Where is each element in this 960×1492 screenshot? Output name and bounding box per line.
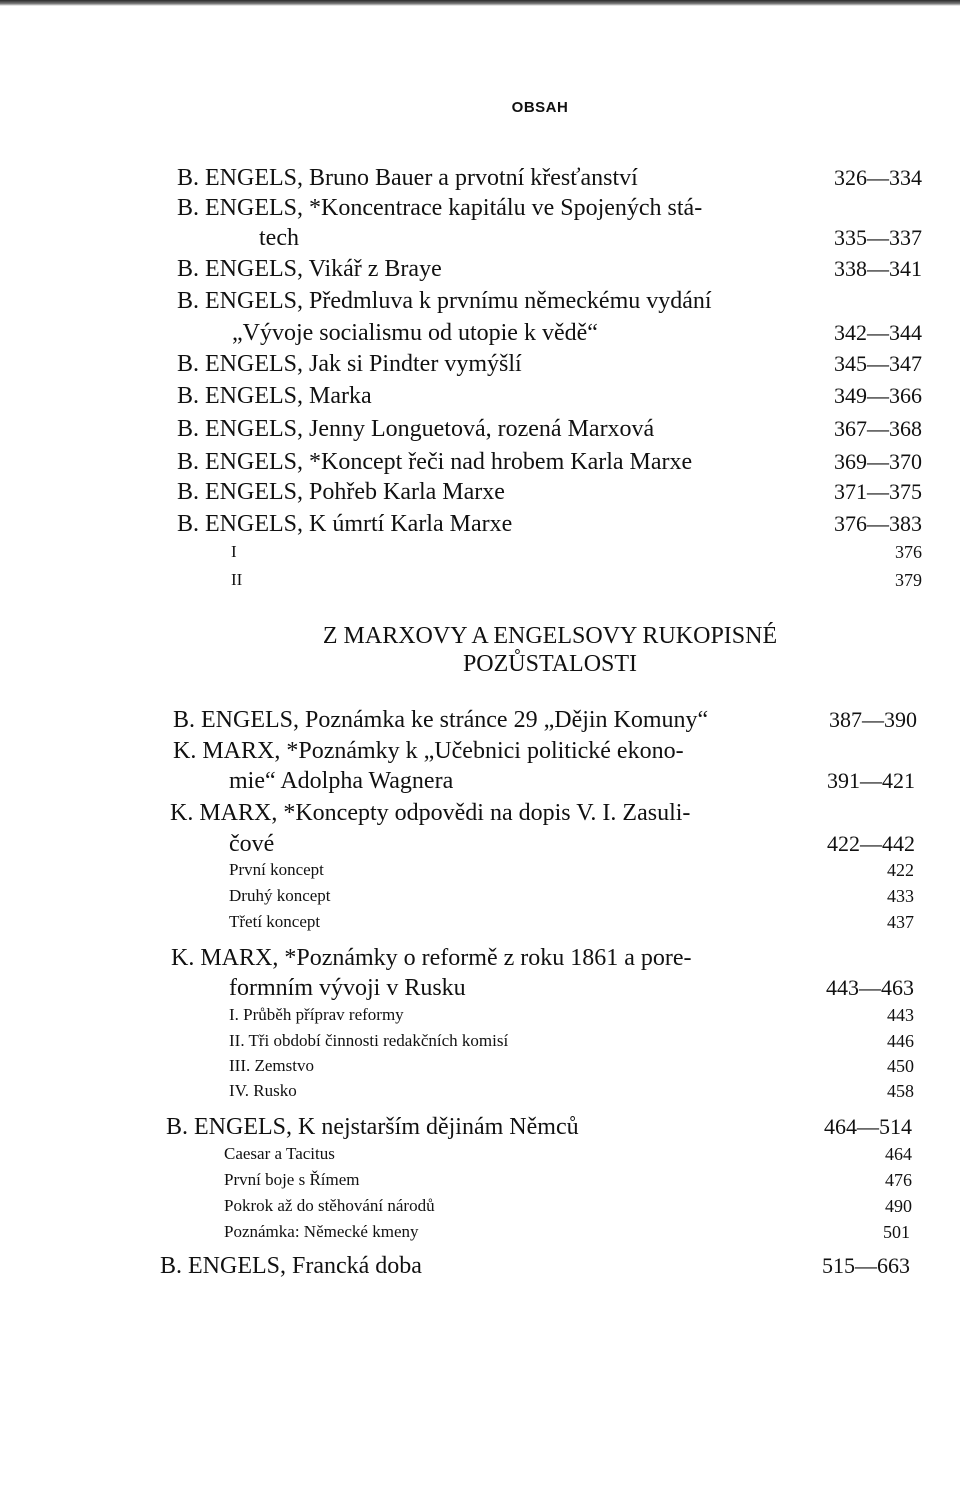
toc-subentry bbox=[0, 1079, 960, 1109]
toc-entry bbox=[0, 477, 960, 507]
toc-entry-title: První boje s Římem bbox=[224, 1170, 360, 1189]
section-heading-line2: POZŮSTALOSTI bbox=[462, 651, 638, 677]
toc-entry bbox=[0, 286, 960, 316]
toc-entry-title: B. ENGELS, Pohřeb Karla Marxe bbox=[177, 479, 505, 505]
toc-entry-pages: 376—383 bbox=[834, 511, 922, 536]
toc-entry-title: Poznámka: Německé kmeny bbox=[224, 1222, 419, 1241]
page-heading: OBSAH bbox=[511, 99, 569, 116]
toc-entry-pages: 345—347 bbox=[834, 351, 922, 376]
toc-entry-pages: 476 bbox=[885, 1170, 912, 1190]
toc-entry-pages: 349—366 bbox=[834, 383, 922, 408]
toc-entry-title: B. ENGELS, K nejstarším dějinám Němců bbox=[166, 1114, 579, 1140]
toc-entry bbox=[0, 193, 960, 223]
toc-entry bbox=[0, 1112, 960, 1142]
toc-entry-pages: 446 bbox=[887, 1031, 914, 1051]
toc-entry-title: B. ENGELS, K úmrtí Karla Marxe bbox=[177, 511, 513, 537]
toc-entry-title: B. ENGELS, Bruno Bauer a prvotní křesťanství bbox=[177, 165, 638, 191]
toc-entry-pages: 464—514 bbox=[824, 1114, 912, 1139]
toc-entry-title: II bbox=[231, 570, 243, 589]
toc-entry-pages: 391—421 bbox=[827, 768, 915, 793]
toc-entry-pages: 458 bbox=[887, 1081, 914, 1101]
toc-entry-pages: 342—344 bbox=[834, 320, 922, 345]
toc-entry-title: B. ENGELS, *Koncentrace kapitálu ve Spojených stá- bbox=[177, 195, 703, 221]
toc-entry-title: formním vývoji v Rusku bbox=[229, 975, 466, 1001]
toc-entry-title: čové bbox=[229, 831, 275, 857]
toc-entry-title: B. ENGELS, Jak si Pindter vymýšlí bbox=[177, 351, 522, 377]
toc-entry bbox=[0, 705, 960, 735]
toc-subentry bbox=[0, 1220, 960, 1250]
toc-entry bbox=[0, 1251, 960, 1281]
toc-entry bbox=[0, 798, 960, 828]
scan-top-edge bbox=[0, 0, 960, 6]
toc-entry bbox=[0, 381, 960, 411]
toc-entry-pages: 338—341 bbox=[834, 256, 922, 281]
toc-entry-pages: 501 bbox=[883, 1222, 910, 1242]
toc-entry bbox=[0, 349, 960, 379]
toc-entry-pages: 437 bbox=[887, 912, 914, 932]
toc-entry-title: IV. Rusko bbox=[229, 1081, 297, 1100]
toc-entry bbox=[0, 414, 960, 444]
toc-entry-title: Druhý koncept bbox=[229, 886, 331, 905]
toc-entry-pages: 367—368 bbox=[834, 416, 922, 441]
toc-entry-title: B. ENGELS, Vikář z Braye bbox=[177, 256, 442, 282]
toc-entry-title: tech bbox=[259, 225, 299, 251]
toc-entry-title: B. ENGELS, Předmluva k prvnímu německému vydání bbox=[177, 288, 712, 314]
toc-entry-pages: 450 bbox=[887, 1056, 914, 1076]
toc-entry-pages: 326—334 bbox=[834, 165, 922, 190]
toc-entry bbox=[0, 254, 960, 284]
toc-entry-title: mie“ Adolpha Wagnera bbox=[229, 768, 454, 794]
toc-entry-pages: 387—390 bbox=[829, 707, 917, 732]
toc-entry-pages: 433 bbox=[887, 886, 914, 906]
toc-entry-pages: 422 bbox=[887, 860, 914, 880]
toc-entry-title: B. ENGELS, Francká doba bbox=[160, 1253, 422, 1279]
toc-entry-title: B. ENGELS, *Koncept řeči nad hrobem Karla Marxe bbox=[177, 449, 693, 475]
toc-entry-pages: 443 bbox=[887, 1005, 914, 1025]
toc-entry-title: II. Tři období činnosti redakčních komisí bbox=[229, 1031, 509, 1050]
toc-entry bbox=[0, 943, 960, 973]
toc-entry-pages: 369—370 bbox=[834, 449, 922, 474]
toc-entry-pages: 443—463 bbox=[826, 975, 914, 1000]
toc-entry bbox=[0, 736, 960, 766]
toc-entry-pages: 335—337 bbox=[834, 225, 922, 250]
toc-entry-pages: 371—375 bbox=[834, 479, 922, 504]
toc-entry-title: K. MARX, *Poznámky k „Učebnici politické ekono- bbox=[173, 738, 684, 764]
toc-entry bbox=[0, 223, 960, 253]
toc-entry-title: B. ENGELS, Poznámka ke stránce 29 „Dějin Komuny“ bbox=[173, 707, 709, 733]
toc-subentry bbox=[0, 568, 960, 598]
toc-entry-title: Třetí koncept bbox=[229, 912, 321, 931]
toc-entry bbox=[0, 766, 960, 796]
toc-entry bbox=[0, 973, 960, 1003]
toc-entry-pages: 515—663 bbox=[822, 1253, 910, 1278]
toc-entry-title: Caesar a Tacitus bbox=[224, 1144, 335, 1163]
toc-entry-pages: 464 bbox=[885, 1144, 912, 1164]
toc-subentry bbox=[0, 910, 960, 940]
toc-entry bbox=[0, 509, 960, 539]
toc-entry-title: K. MARX, *Koncepty odpovědi na dopis V. I. Zasuli- bbox=[170, 800, 691, 826]
toc-entry-title: „Vývoje socialismu od utopie k vědě“ bbox=[232, 320, 598, 346]
toc-entry-title: První koncept bbox=[229, 860, 324, 879]
toc-entry-title: B. ENGELS, Marka bbox=[177, 383, 372, 409]
toc-entry-title: Pokrok až do stěhování národů bbox=[224, 1196, 435, 1215]
toc-entry-title: I bbox=[231, 542, 237, 561]
toc-entry-title: III. Zemstvo bbox=[229, 1056, 314, 1075]
section-heading-line1: Z MARXOVY A ENGELSOVY RUKOPISNÉ bbox=[322, 623, 778, 649]
toc-entry-pages: 376 bbox=[895, 542, 922, 562]
toc-entry bbox=[0, 447, 960, 477]
toc-entry-pages: 490 bbox=[885, 1196, 912, 1216]
toc-entry bbox=[0, 829, 960, 859]
toc-entry-pages: 422—442 bbox=[827, 831, 915, 856]
toc-subentry bbox=[0, 540, 960, 570]
toc-entry-pages: 379 bbox=[895, 570, 922, 590]
toc-entry-title: K. MARX, *Poznámky o reformě z roku 1861 a pore- bbox=[171, 945, 692, 971]
toc-entry bbox=[0, 318, 960, 348]
toc-entry bbox=[0, 163, 960, 193]
toc-entry-title: B. ENGELS, Jenny Longuetová, rozená Marxová bbox=[177, 416, 655, 442]
toc-entry-title: I. Průběh příprav reformy bbox=[229, 1005, 404, 1024]
